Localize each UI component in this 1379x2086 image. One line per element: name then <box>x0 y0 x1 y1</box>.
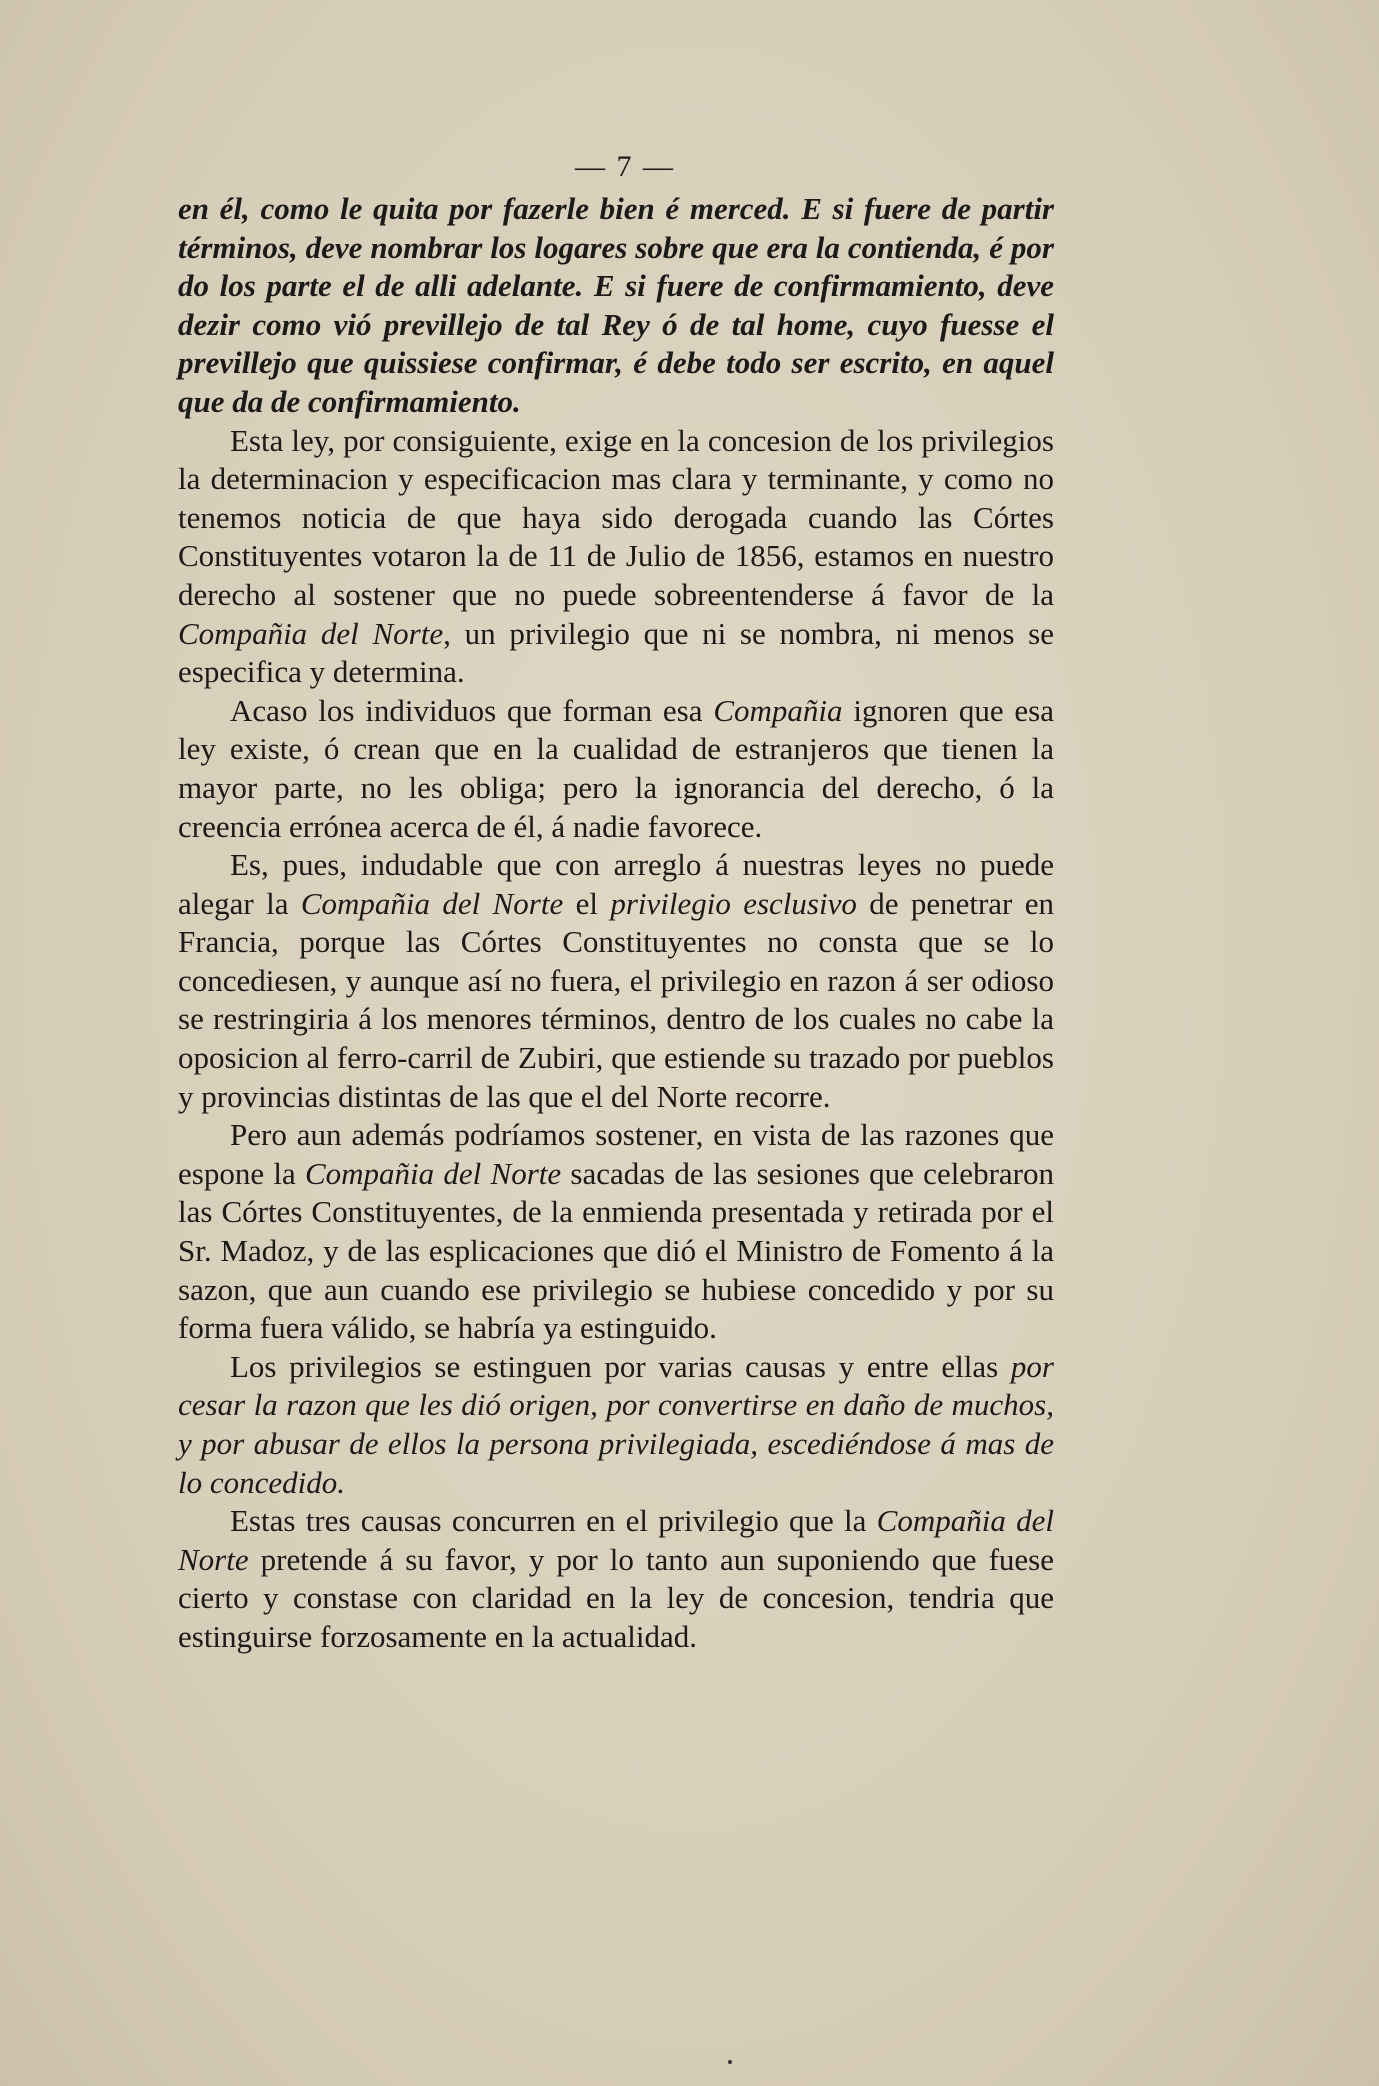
emphasis: Compañia del Norte <box>178 615 444 651</box>
emphasis: por cesar la razon que les dió origen, por convertirse en daño de muchos, y por abusar de ellos la persona privilegiada, escediéndose á mas de lo concedido. <box>178 1348 1054 1500</box>
paragraph-4: Pero aun además podríamos sostener, en vista de las razones que espone la Compañia del Norte sacadas de las sesiones que celebraron las Córtes Constituyentes, de la enmienda presentada y retirada por el Sr. Madoz, y de las esplicaciones que dió el Ministro de Fomento á la sazon, que aun cuando ese privilegio se hubiese concedido y por su forma fuera válido, se habría ya estinguido. <box>178 1117 1054 1346</box>
ink-speck <box>728 2060 732 2064</box>
paragraph-1: Esta ley, por consiguiente, exige en la concesion de los privilegios la determinacion y especificacion mas clara y terminante, y como no tenemos noticia de que haya sido derogada cuando las Córtes Constituyentes votaron la de 11 de Julio de 1856, estamos en nuestro derecho al sostener que no puede sobreentenderse á favor de la Compañia del Norte, un privilegio que ni se nombra, ni menos se especifica y determina. <box>178 422 1054 690</box>
emphasis: privilegio esclusivo <box>610 885 857 921</box>
body-text <box>178 190 1054 1657</box>
emphasis: Compañia del Norte <box>304 1155 562 1191</box>
emphasis: Compañia del Norte <box>178 1503 1054 1577</box>
paragraph-6: Estas tres causas concurren en el privilegio que la Compañia del Norte pretende á su favor, y por lo tanto aun suponiendo que fuese cierto y constase con claridad en la ley de concesion, tendria que estinguirse forzosamente en la actualidad. <box>178 1503 1054 1654</box>
opening-quote: en él, como le quita por fazerle bien é merced. E si fuere de partir términos, deve nombrar los logares sobre que era la contienda, é por do los parte el de alli adelante. E si fuere de confirmamiento, deve dezir como vió previllejo de tal Rey ó de tal home, cuyo fuesse el previllejo que quissiese confirmar, é debe todo ser escrito, en aquel que da de confirmamiento. <box>178 191 1054 419</box>
emphasis: Compañia del Norte <box>300 885 564 921</box>
paragraph-5: Los privilegios se estinguen por varias causas y entre ellas por cesar la razon que les dió origen, por convertirse en daño de muchos, y por abusar de ellos la persona privilegiada, escediéndose á mas de lo concedido. <box>178 1348 1054 1500</box>
paragraph-2: Acaso los individuos que forman esa Compañia ignoren que esa ley existe, ó crean que en la cualidad de estranjeros que tienen la mayor parte, no les obliga; pero la ignorancia del derecho, ó la creencia errónea acerca de él, á nadie favorece. <box>178 692 1054 844</box>
emphasis: Compañia <box>713 692 843 728</box>
paragraph-3: Es, pues, indudable que con arreglo á nuestras leyes no puede alegar la Compañia del Norte el privilegio esclusivo de penetrar en Francia, porque las Córtes Constituyentes no consta que se lo concediesen, y aunque así no fuera, el privilegio en razon á ser odioso se restringiria á los menores términos, dentro de los cuales no cabe la oposicion al ferro-carril de Zubiri, que estiende su trazado por pueblos y provincias distintas de las que el del Norte recorre. <box>178 847 1054 1114</box>
page-number: — 7 — <box>575 150 675 183</box>
